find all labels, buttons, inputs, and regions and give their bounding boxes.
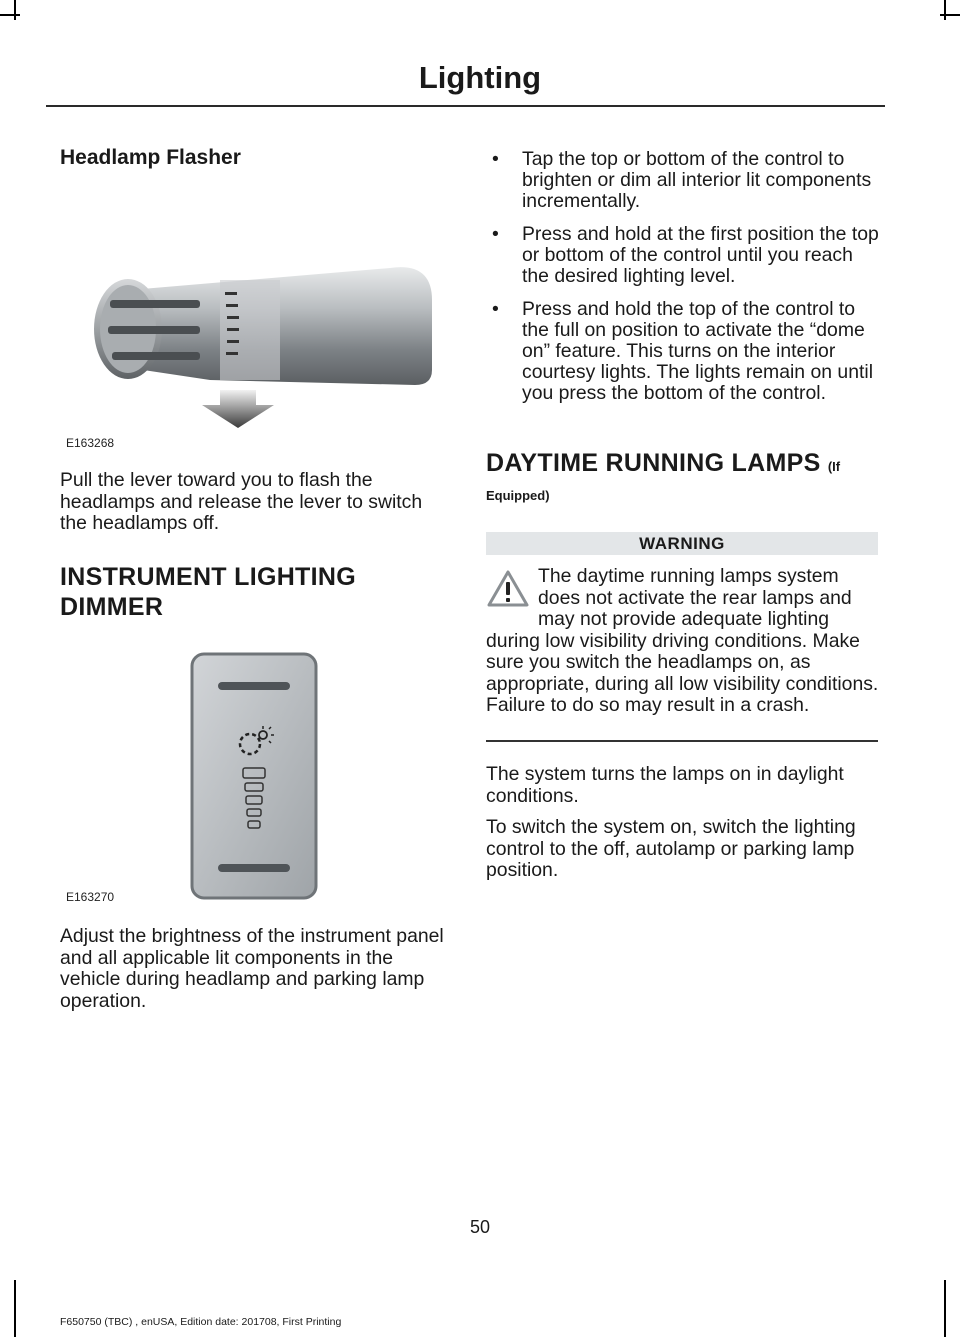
headlamp-flasher-figure <box>60 240 440 460</box>
list-item: • Press and hold at the first position the top or bottom of the control until you reach the desired lighting level. <box>486 224 882 287</box>
crop-mark-top-right-h <box>940 14 960 16</box>
dimmer-switch-figure <box>190 652 318 900</box>
headlamp-flasher-heading: Headlamp Flasher <box>60 146 241 169</box>
page-title: Lighting <box>418 60 542 95</box>
flasher-text: Pull the lever toward you to flash the headlamps and release the lever to switch the headlamps off. <box>60 469 423 534</box>
turn-signal-lever-illustration <box>60 240 440 460</box>
dimmer-switch-illustration <box>190 652 318 900</box>
warning-text-content: The daytime running lamps system does not activate the rear lamps and may not provide adequate lighting during low visibility driving conditions. Make sure you switch the headlamps on, as appropriate, during all low visibility conditions. Failure to do so may result in a crash. <box>486 565 879 716</box>
crop-mark-bottom-right-v <box>944 1280 946 1337</box>
drl-heading-suffix: (If <box>827 459 841 474</box>
crop-mark-top-left-v <box>14 0 16 20</box>
header-divider <box>46 105 885 107</box>
flasher-figure-code: E163268 <box>66 436 115 450</box>
dimmer-figure-code: E163270 <box>66 890 115 904</box>
list-item: • Press and hold the top of the control to the full on position to activate the “dome on” feature. This turns on the interior courtesy lights. The lights remain on until you press the bottom of the control. <box>486 299 882 404</box>
list-item: • Tap the top or bottom of the control to brighten or dim all interior lit components incrementally. <box>486 149 882 212</box>
instrument-lighting-heading-line2: DIMMER <box>60 593 164 621</box>
page-number: 50 <box>469 1217 491 1237</box>
warning-divider <box>486 740 878 742</box>
warning-text <box>486 566 880 717</box>
drl-paragraph-2: To switch the system on, switch the lighting control to the off, autolamp or parking lamp position. <box>486 816 856 881</box>
edition-info: F650750 (TBC) , enUSA, Edition date: 201708, First Printing <box>60 1316 342 1328</box>
crop-mark-top-right-v <box>944 0 946 20</box>
drl-heading-text: DAYTIME RUNNING LAMPS <box>486 449 821 477</box>
daytime-running-lamps-heading <box>486 449 840 478</box>
warning-label: WARNING <box>486 532 878 555</box>
dimmer-text: Adjust the brightness of the instrument panel and all applicable lit components in the vehicle during headlamp and parking lamp operation. <box>60 925 444 1012</box>
dimmer-instructions <box>486 149 882 416</box>
crop-mark-top-left-h <box>0 14 20 16</box>
crop-mark-bottom-left-v <box>14 1280 16 1337</box>
drl-paragraph-1: The system turns the lamps on in daylight conditions. <box>486 763 844 807</box>
instrument-lighting-heading-line1: INSTRUMENT LIGHTING <box>60 563 356 591</box>
drl-heading-suffix-line2: Equipped) <box>486 488 550 503</box>
